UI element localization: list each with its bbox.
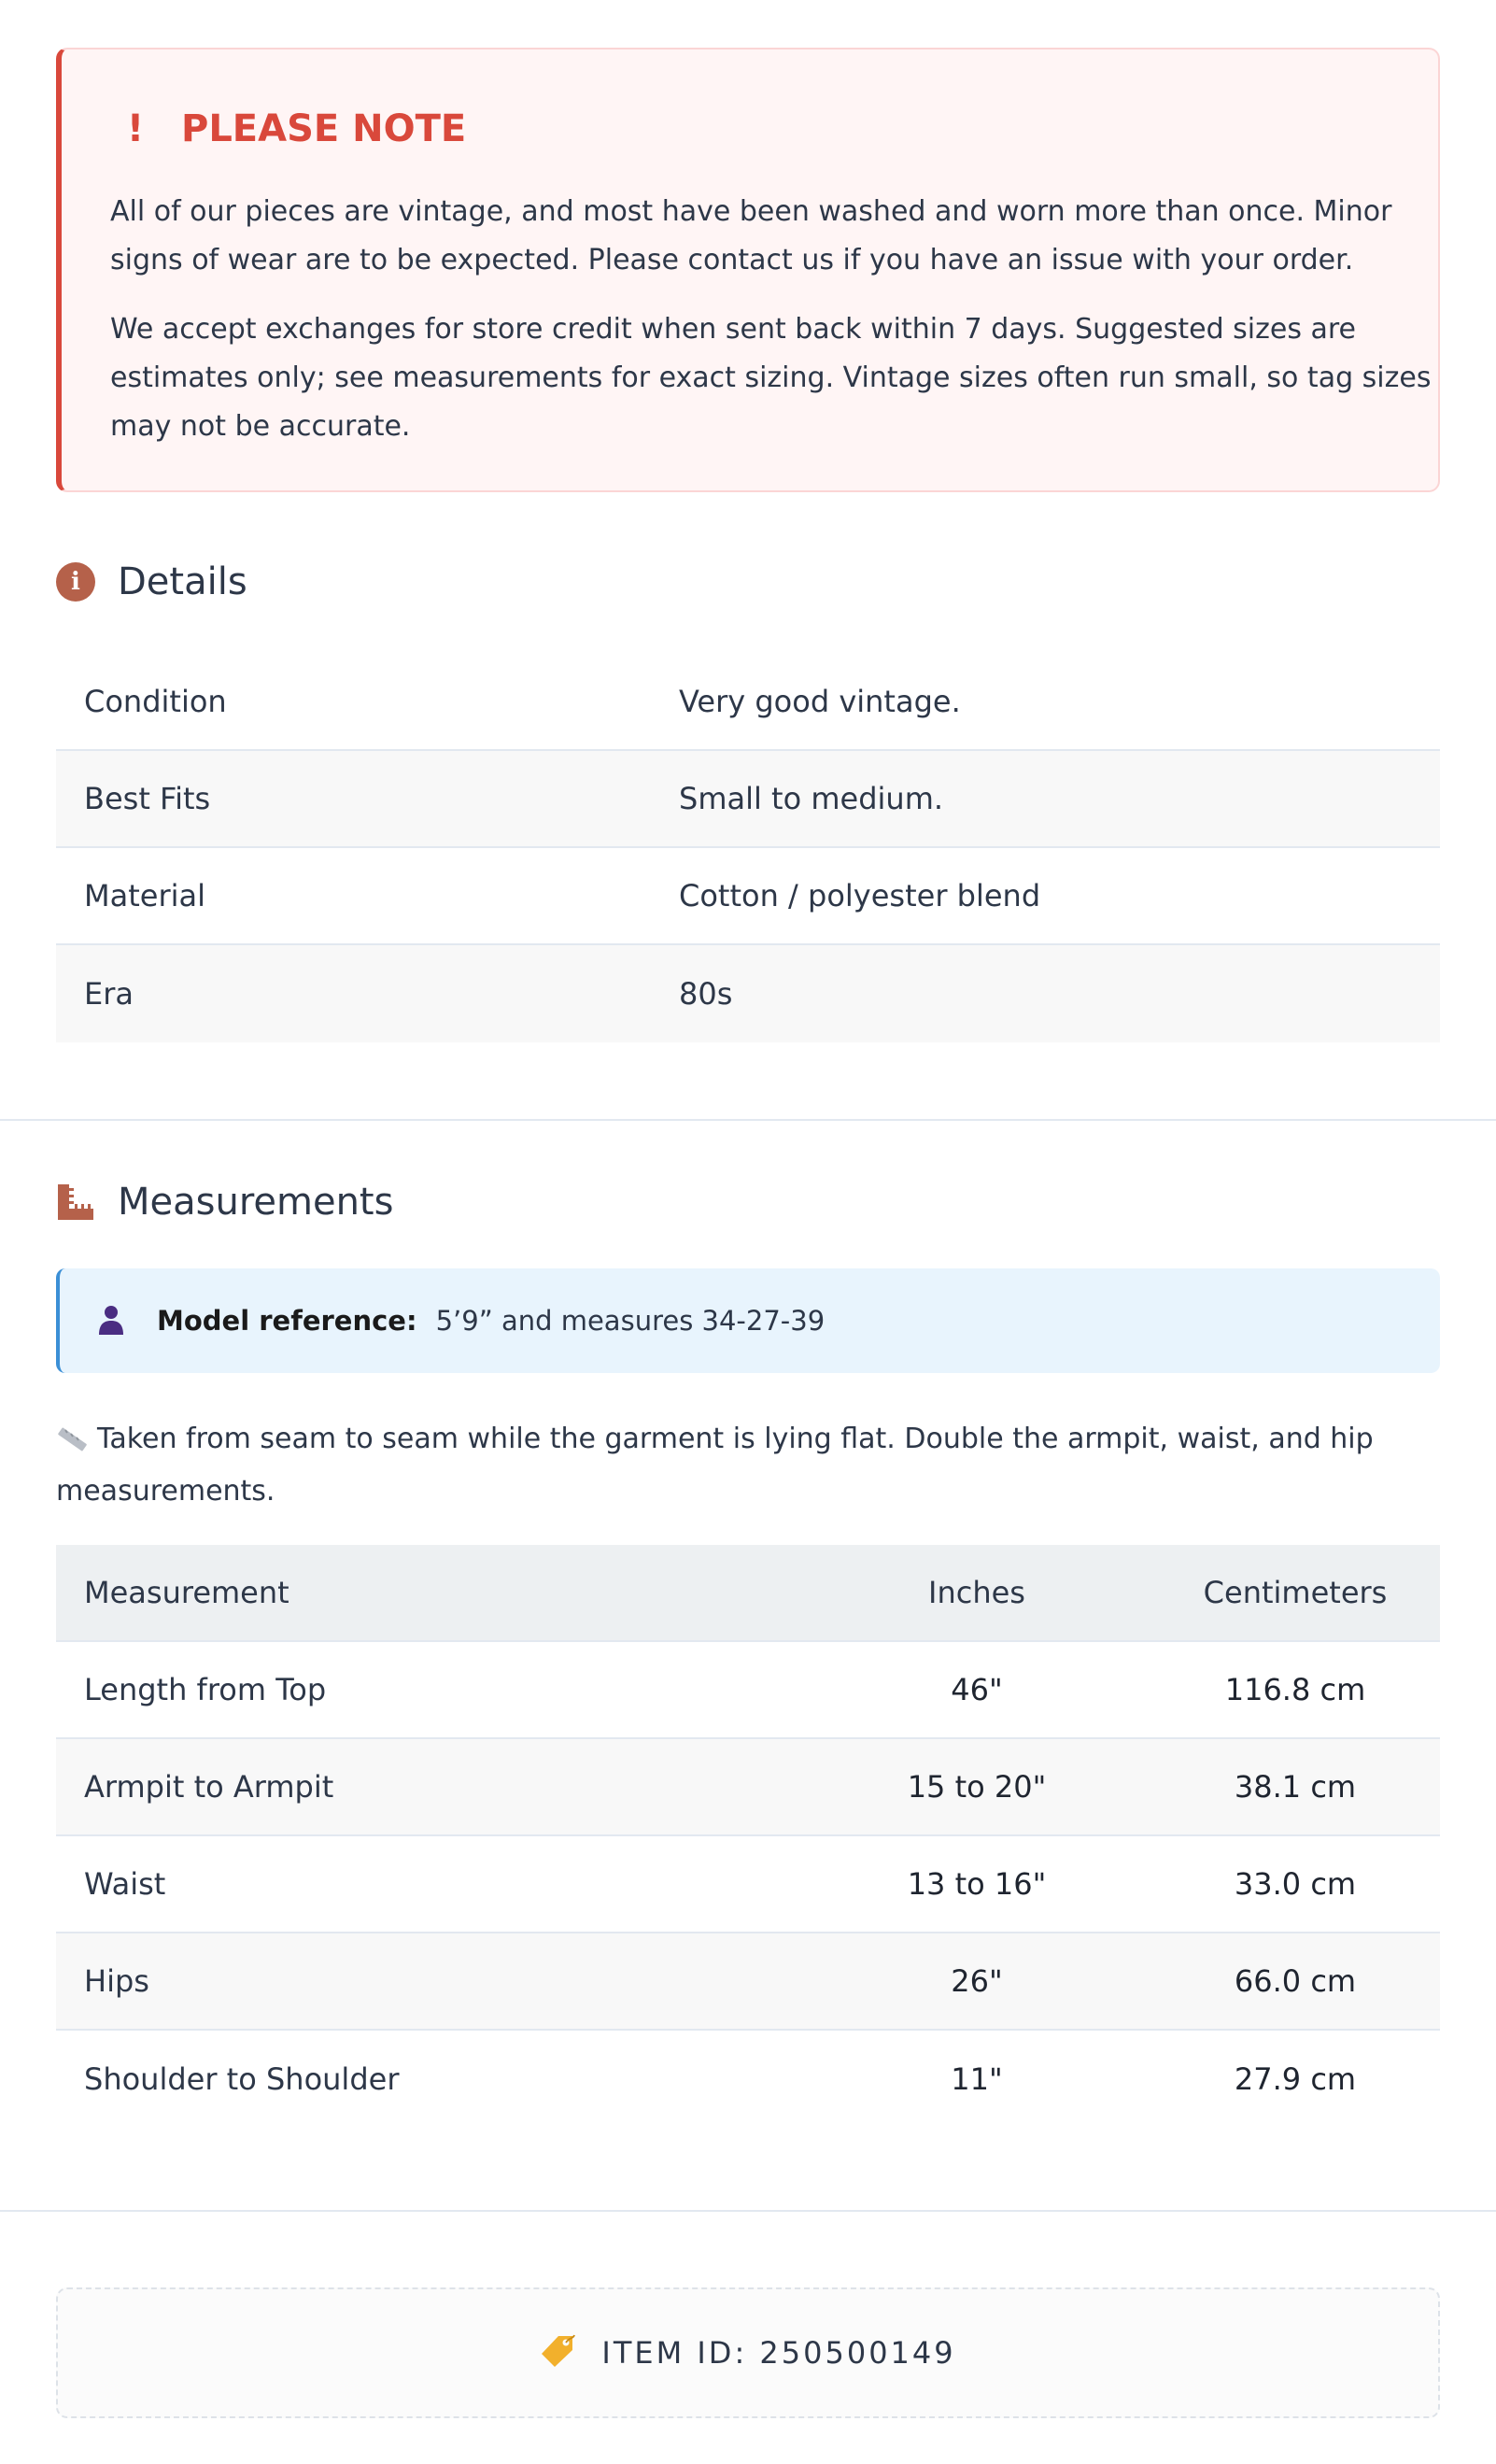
note-paragraph-1: All of our pieces are vintage, and most have been washed and worn more than once. Minor signs of wear are to be expected. Please contact us if you have an issue with your order. [110, 195, 1392, 276]
details-row-material [56, 848, 1440, 945]
measurement-name: Shoulder to Shoulder [84, 2061, 400, 2097]
model-reference-label: Model reference: [157, 1305, 417, 1337]
column-header-inches: Inches [928, 1575, 1025, 1610]
measurement-name: Armpit to Armpit [84, 1769, 334, 1805]
measurement-cm: 33.0 cm [1234, 1866, 1357, 1902]
note-header [121, 106, 466, 152]
table-row [56, 1836, 1440, 1933]
tag-icon [540, 2333, 575, 2372]
section-divider [0, 2210, 1496, 2212]
model-reference-value: 5’9” and measures 34-27-39 [435, 1305, 826, 1337]
model-reference-box [56, 1268, 1440, 1373]
section-divider [0, 1119, 1496, 1121]
please-note-box [56, 48, 1440, 492]
table-row [56, 1642, 1440, 1739]
details-row-era [56, 945, 1440, 1042]
measurements-table [56, 1545, 1440, 2128]
person-icon [95, 1303, 127, 1338]
item-id-box [56, 2287, 1440, 2418]
table-row [56, 1739, 1440, 1836]
details-value: Cotton / polyester blend [679, 878, 1041, 913]
table-row [56, 1933, 1440, 2031]
exclamation-icon: ! [126, 107, 145, 150]
note-title: PLEASE NOTE [181, 107, 467, 150]
measurements-title: Measurements [118, 1181, 394, 1224]
measurement-name: Length from Top [84, 1672, 327, 1707]
details-value: Small to medium. [679, 781, 944, 816]
column-header-centimeters: Centimeters [1203, 1575, 1388, 1610]
details-value: 80s [679, 976, 733, 1012]
details-label: Era [84, 976, 134, 1012]
table-header-row [56, 1545, 1440, 1642]
column-header-measurement: Measurement [84, 1575, 289, 1610]
details-title: Details [118, 560, 247, 603]
measurement-cm: 66.0 cm [1234, 1963, 1357, 1999]
measurement-name: Waist [84, 1866, 166, 1902]
ruler-pencil-icon [56, 1419, 88, 1467]
info-icon: i [56, 562, 95, 602]
measurement-inches: 15 to 20" [907, 1769, 1047, 1805]
ruler-icon [56, 1182, 95, 1222]
details-row-best-fits [56, 751, 1440, 848]
item-id-label: ITEM ID: 250500149 [601, 2335, 956, 2371]
details-header [56, 559, 247, 605]
measurement-cm: 27.9 cm [1234, 2061, 1357, 2097]
measurement-name: Hips [84, 1963, 149, 1999]
measurement-note-text: Taken from seam to seam while the garment is lying flat. Double the armpit, waist, and hip measurements. [56, 1423, 1374, 1508]
measurement-inches: 26" [951, 1963, 1003, 1999]
measurement-inches: 13 to 16" [907, 1866, 1047, 1902]
table-row [56, 2031, 1440, 2128]
details-label: Best Fits [84, 781, 211, 816]
measurement-inches: 46" [951, 1672, 1003, 1707]
details-table [56, 654, 1440, 1042]
details-label: Condition [84, 684, 227, 719]
measurements-header [56, 1179, 393, 1225]
note-paragraph-2: We accept exchanges for store credit when sent back within 7 days. Suggested sizes are estimates only; see measurements for exact sizing. Vintage sizes often run small, so tag sizes may not be accurate. [110, 313, 1432, 443]
measurement-cm: 38.1 cm [1234, 1769, 1357, 1805]
details-label: Material [84, 878, 205, 913]
details-row-condition [56, 654, 1440, 751]
measurement-note [56, 1415, 1401, 1516]
measurement-cm: 116.8 cm [1224, 1672, 1366, 1707]
details-value: Very good vintage. [679, 684, 961, 719]
measurement-inches: 11" [951, 2061, 1003, 2097]
